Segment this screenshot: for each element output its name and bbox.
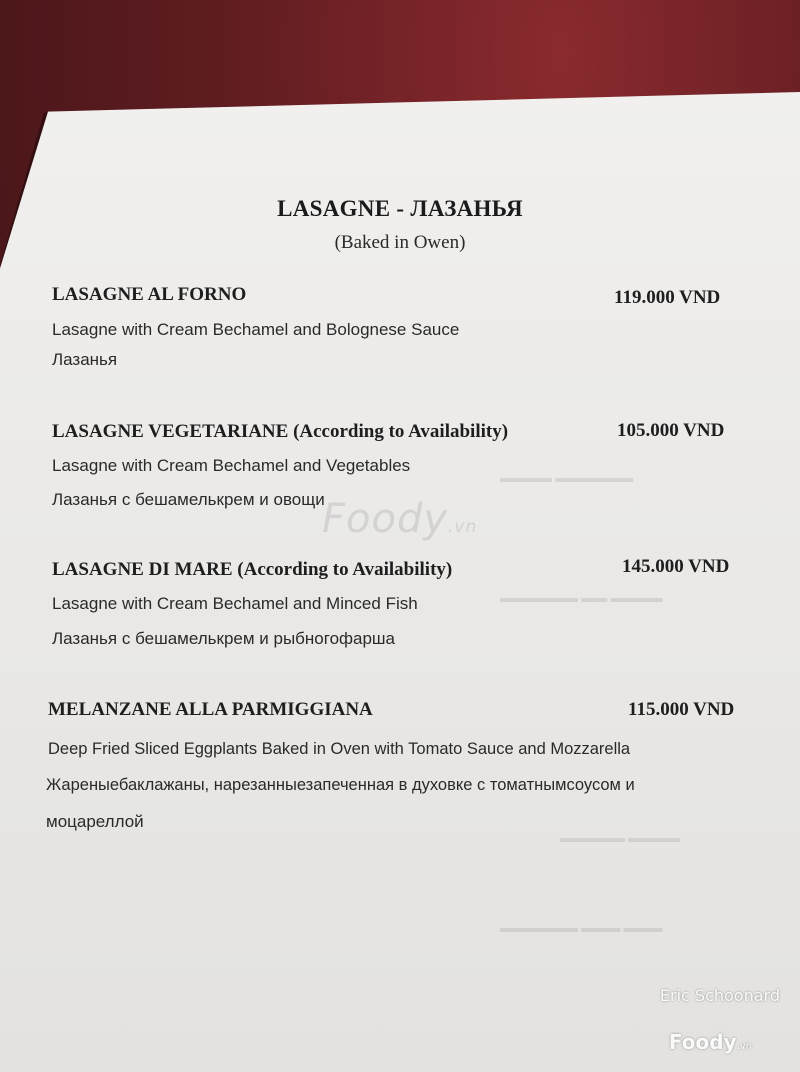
show-through-decoration: ▬▬▬▬ ▬▬▬▬▬▬ [500, 470, 634, 485]
watermark-suffix: .vn [448, 517, 478, 537]
show-through-decoration: ▬▬▬▬▬ ▬▬▬▬ [560, 830, 681, 845]
menu-item-name: LASAGNE AL FORNO [52, 284, 247, 305]
menu-item-description-ru: Лазанья с бешамелькрем и овощи [52, 490, 325, 509]
menu-item-description-en: Lasagne with Cream Bechamel and Vegetables [52, 456, 411, 475]
menu-item-description-en: Deep Fried Sliced Eggplants Baked in Oven with Tomato Sauce and Mozzarella [48, 740, 631, 758]
menu-item-name: MELANZANE ALLA PARMIGGIANA [48, 699, 373, 720]
show-through-decoration: ▬▬▬▬▬▬ ▬▬▬ ▬▬▬ [500, 920, 663, 935]
menu-item-description-ru: Жареныебаклажаны, нарезанныезапеченная в духовке с томатнымсоусом и [46, 776, 635, 794]
menu-item-description-en: Lasagne with Cream Bechamel and Bolognese Sauce [52, 320, 460, 339]
photo-credit-author: Eric Schoonard [659, 986, 780, 1005]
menu-item-name: LASAGNE DI MARE (According to Availability) [52, 559, 453, 580]
menu-item-name: LASAGNE VEGETARIANE (According to Availability) [52, 421, 509, 442]
menu-item-price: 119.000 VND [614, 287, 721, 308]
foody-logo [669, 1030, 752, 1054]
menu-section-title: LASAGNE - ЛАЗАНЬЯ [277, 196, 523, 221]
menu-item-description-ru-continued: моцареллой [46, 812, 144, 831]
menu-item-price: 145.000 VND [622, 556, 730, 577]
foody-watermark [322, 496, 477, 542]
foody-logo-suffix: .vn [736, 1041, 752, 1052]
menu-item-price: 115.000 VND [628, 699, 735, 720]
menu-section-subtitle: (Baked in Owen) [334, 232, 466, 253]
menu-item-description-ru: Лазанья [52, 350, 118, 369]
menu-item-price: 105.000 VND [617, 420, 725, 441]
foody-logo-text: Foody [668, 1030, 737, 1054]
show-through-decoration: ▬▬▬▬▬▬ ▬▬ ▬▬▬▬ [500, 590, 663, 605]
watermark-brand: Foody [322, 496, 449, 542]
menu-item-description-en: Lasagne with Cream Bechamel and Minced Fish [52, 594, 418, 613]
menu-item-description-ru: Лазанья с бешамелькрем и рыбногофарша [52, 629, 396, 648]
